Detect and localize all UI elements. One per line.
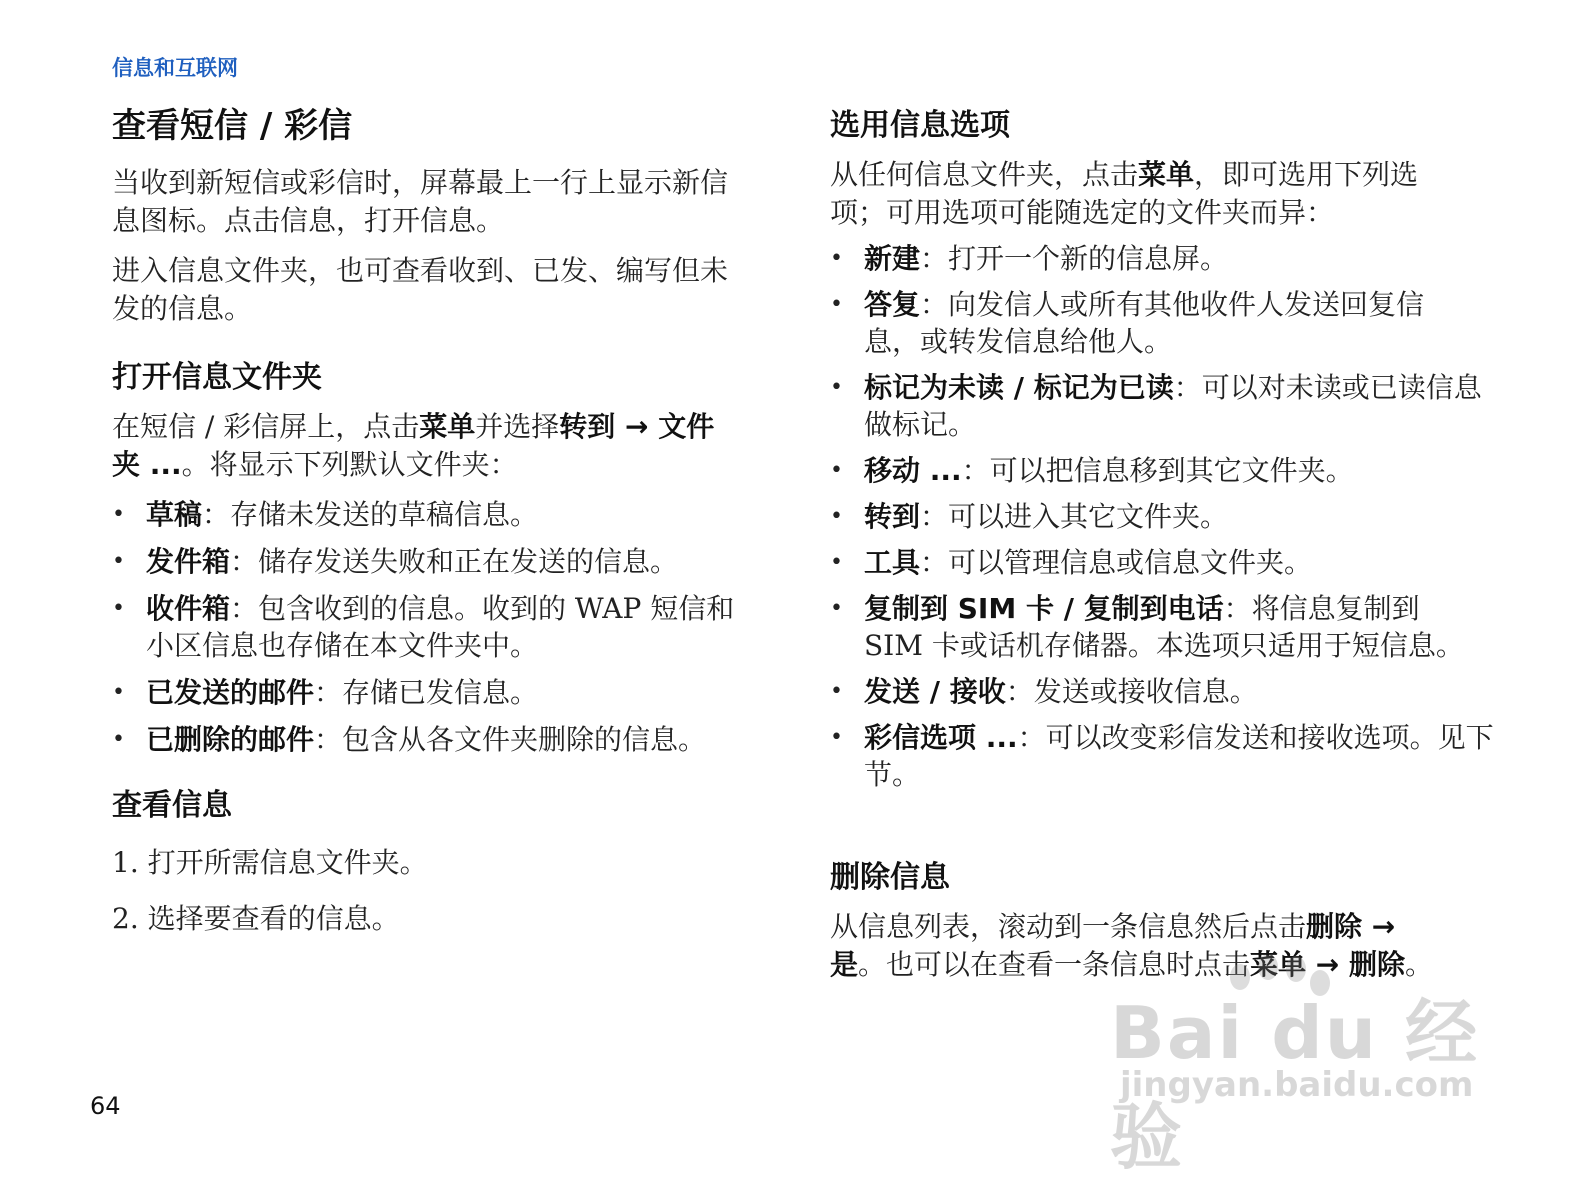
options-list bbox=[830, 240, 1494, 793]
text: 。也可以在查看一条信息时点击 bbox=[858, 948, 1251, 981]
list-item bbox=[112, 543, 752, 580]
menu-term: 菜单 bbox=[419, 410, 476, 443]
list-item bbox=[112, 496, 752, 533]
list-item bbox=[830, 544, 1470, 581]
menu-term: 菜单 bbox=[1138, 158, 1195, 191]
section-header: 信息和互联网 bbox=[112, 56, 238, 80]
intro-paragraph-2: 进入信息文件夹，也可查看收到、已发、编写但未发的信息。 bbox=[112, 254, 729, 325]
desc: ：可以把信息移到其它文件夹。 bbox=[961, 454, 1354, 487]
term: 发送 / 接收 bbox=[864, 675, 1006, 708]
desc: ：将信息复制到 SIM 卡或话机存储器。本选项只适用于短信息。 bbox=[864, 592, 1464, 662]
desc: ：包含收到的信息。收到的 WAP 短信和小区信息也存储在本文件夹中。 bbox=[146, 592, 735, 662]
baidu-watermark-logo bbox=[1110, 955, 1490, 1179]
desc: ：可以管理信息或信息文件夹。 bbox=[920, 546, 1313, 579]
list-item bbox=[830, 240, 1470, 277]
list-item bbox=[830, 498, 1470, 535]
open-folder-paragraph bbox=[112, 408, 732, 484]
desc: ：存储未发送的草稿信息。 bbox=[202, 498, 539, 531]
desc: ：包含从各文件夹删除的信息。 bbox=[314, 723, 707, 756]
term: 发件箱 bbox=[146, 545, 231, 578]
text: 在短信 / 彩信屏上，点击 bbox=[112, 410, 420, 443]
term: 新建 bbox=[864, 242, 921, 275]
intro-paragraph-1: 当收到新短信或彩信时，屏幕最上一行上显示新信息图标。点击信息，打开信息。 bbox=[112, 166, 729, 237]
list-item bbox=[830, 452, 1470, 489]
goto-folder-term: 转到 → 文件夹 ... bbox=[112, 410, 715, 481]
desc: ：可以改变彩信发送和接收选项。见下节。 bbox=[864, 721, 1494, 791]
section-heading-options: 选用信息选项 bbox=[830, 108, 1010, 143]
desc: ：发送或接收信息。 bbox=[1005, 675, 1258, 708]
section-heading-view: 查看信息 bbox=[112, 788, 232, 823]
watermark-url: jingyan.baidu.com bbox=[1120, 1065, 1474, 1105]
term: 标记为未读 / 标记为已读 bbox=[864, 371, 1174, 404]
text: 从任何信息文件夹，点击 bbox=[830, 158, 1139, 191]
term: 工具 bbox=[864, 546, 921, 579]
list-item bbox=[112, 674, 752, 711]
text: 从信息列表，滚动到一条信息然后点击 bbox=[830, 910, 1307, 943]
section-heading-open-folder: 打开信息文件夹 bbox=[112, 360, 322, 395]
menu-delete-term: 菜单 → 删除 bbox=[1250, 948, 1405, 981]
list-item bbox=[112, 721, 752, 758]
term: 收件箱 bbox=[146, 592, 231, 625]
desc: ：可以进入其它文件夹。 bbox=[920, 500, 1229, 533]
text: ，即可选用下列选项；可用选项可能随选定的文件夹而异： bbox=[830, 158, 1419, 229]
page-number: 64 bbox=[90, 1092, 121, 1120]
desc: ：储存发送失败和正在发送的信息。 bbox=[230, 545, 679, 578]
list-item bbox=[830, 673, 1470, 710]
options-paragraph bbox=[830, 156, 1440, 232]
page-title: 查看短信 / 彩信 bbox=[112, 106, 353, 146]
term: 彩信选项 ... bbox=[864, 721, 1018, 754]
term: 已发送的邮件 bbox=[146, 676, 315, 709]
list-item bbox=[830, 369, 1494, 443]
list-item bbox=[830, 590, 1474, 664]
text: 并选择 bbox=[475, 410, 560, 443]
step-2: 2. 选择要查看的信息。 bbox=[112, 902, 400, 935]
desc: ：可以对未读或已读信息做标记。 bbox=[864, 371, 1482, 441]
term: 复制到 SIM 卡 / 复制到电话 bbox=[864, 592, 1224, 625]
step-1: 1. 打开所需信息文件夹。 bbox=[112, 846, 428, 879]
term: 移动 ... bbox=[864, 454, 962, 487]
term: 答复 bbox=[864, 288, 921, 321]
desc: ：存储已发信息。 bbox=[314, 676, 539, 709]
delete-yes-term: 删除 → 是 bbox=[830, 910, 1396, 981]
term: 已删除的邮件 bbox=[146, 723, 315, 756]
term: 转到 bbox=[864, 500, 921, 533]
term: 草稿 bbox=[146, 498, 203, 531]
list-item bbox=[830, 286, 1474, 360]
text: 。 bbox=[1405, 948, 1434, 981]
list-item bbox=[830, 719, 1494, 793]
desc: ：打开一个新的信息屏。 bbox=[920, 242, 1229, 275]
list-item bbox=[112, 590, 746, 664]
desc: ：向发信人或所有其他收件人发送回复信息，或转发信息给他人。 bbox=[864, 288, 1425, 358]
watermark-brand: Bai du 经验 bbox=[1110, 991, 1480, 1179]
text: 。将显示下列默认文件夹： bbox=[181, 448, 518, 481]
section-heading-delete: 删除信息 bbox=[830, 860, 950, 895]
folder-list bbox=[112, 496, 752, 758]
